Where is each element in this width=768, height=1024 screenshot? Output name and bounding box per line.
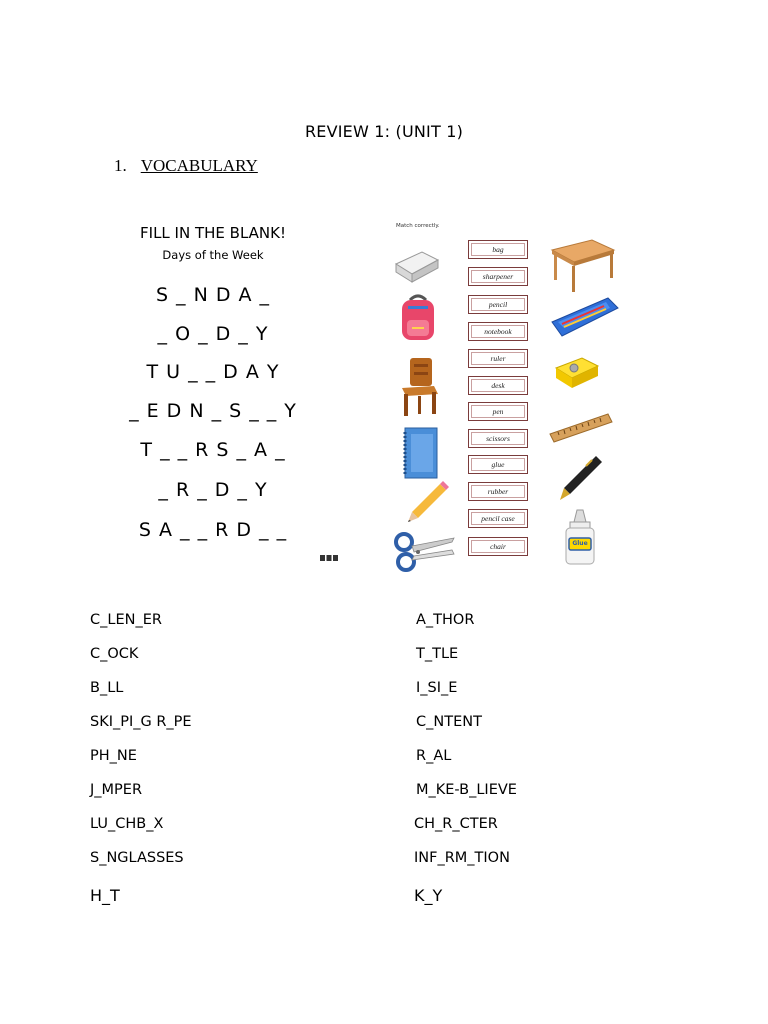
worksheet-title: FILL IN THE BLANK! bbox=[140, 224, 286, 242]
word-box: scissors bbox=[468, 429, 528, 448]
day-row: _ R _ D _ Y bbox=[158, 479, 268, 501]
match-instruction: Match correctly. bbox=[396, 223, 440, 229]
backpack-icon bbox=[398, 294, 438, 344]
match-worksheet bbox=[386, 218, 626, 576]
day-row: S _ N D A _ bbox=[155, 284, 271, 306]
word-box: bag bbox=[468, 240, 528, 259]
scissors-icon bbox=[392, 528, 456, 574]
word-item: LU_CHB_X bbox=[90, 816, 164, 832]
pencil-case-icon bbox=[548, 294, 620, 340]
word-item: B_LL bbox=[90, 680, 124, 696]
word-box: pencil case bbox=[468, 509, 528, 528]
notebook-icon bbox=[402, 426, 440, 480]
word-box: ruler bbox=[468, 349, 528, 368]
word-box: notebook bbox=[468, 322, 528, 341]
section-number: 1. bbox=[114, 156, 127, 175]
word-item: A_THOR bbox=[416, 612, 475, 628]
pen-icon bbox=[556, 454, 604, 504]
glue-label: Glue bbox=[572, 540, 588, 547]
page-title: REVIEW 1: (UNIT 1) bbox=[304, 122, 464, 141]
day-row: T _ _ R S _ A _ bbox=[140, 439, 286, 461]
day-row: T U _ _ D A Y bbox=[146, 361, 280, 383]
word-item: I_SI_E bbox=[416, 680, 458, 696]
desk-icon bbox=[548, 236, 618, 294]
ruler-icon bbox=[548, 410, 614, 446]
day-row: _ O _ D _ Y bbox=[157, 323, 269, 345]
word-box: pen bbox=[468, 402, 528, 421]
pencil-icon bbox=[406, 480, 450, 524]
section-heading bbox=[114, 156, 258, 176]
day-row: _ E D N _ S _ _ Y bbox=[129, 400, 297, 422]
word-box: desk bbox=[468, 376, 528, 395]
word-item: M_KE-B_LIEVE bbox=[416, 782, 517, 798]
word-item: R_AL bbox=[416, 748, 452, 764]
word-item: T_TLE bbox=[416, 646, 459, 662]
word-item: SKI_PI_G R_PE bbox=[90, 714, 192, 730]
word-item: C_LEN_ER bbox=[90, 612, 162, 628]
word-item: J_MPER bbox=[90, 782, 143, 798]
word-item: PH_NE bbox=[90, 748, 137, 764]
worksheet-subtitle: Days of the Week bbox=[162, 248, 264, 262]
eraser-icon bbox=[392, 246, 440, 284]
word-box: glue bbox=[468, 455, 528, 474]
day-row: S A _ _ R D _ _ bbox=[138, 519, 288, 541]
word-item: C_OCK bbox=[90, 646, 139, 662]
word-box: chair bbox=[468, 537, 528, 556]
word-item: H_T bbox=[90, 886, 120, 905]
word-item: CH_R_CTER bbox=[414, 816, 498, 832]
word-item: INF_RM_TION bbox=[414, 850, 510, 866]
word-box: sharpener bbox=[468, 267, 528, 286]
fill-in-blank-worksheet bbox=[74, 208, 352, 576]
word-item: C_NTENT bbox=[416, 714, 482, 730]
sharpener-icon bbox=[552, 352, 604, 392]
section-label: VOCABULARY bbox=[140, 156, 258, 175]
word-item: K_Y bbox=[414, 886, 443, 905]
word-box: pencil bbox=[468, 295, 528, 314]
chair-icon bbox=[398, 356, 442, 418]
word-item: S_NGLASSES bbox=[90, 850, 184, 866]
glue-icon bbox=[560, 508, 600, 568]
word-box: rubber bbox=[468, 482, 528, 501]
worksheet-logo bbox=[318, 554, 340, 568]
